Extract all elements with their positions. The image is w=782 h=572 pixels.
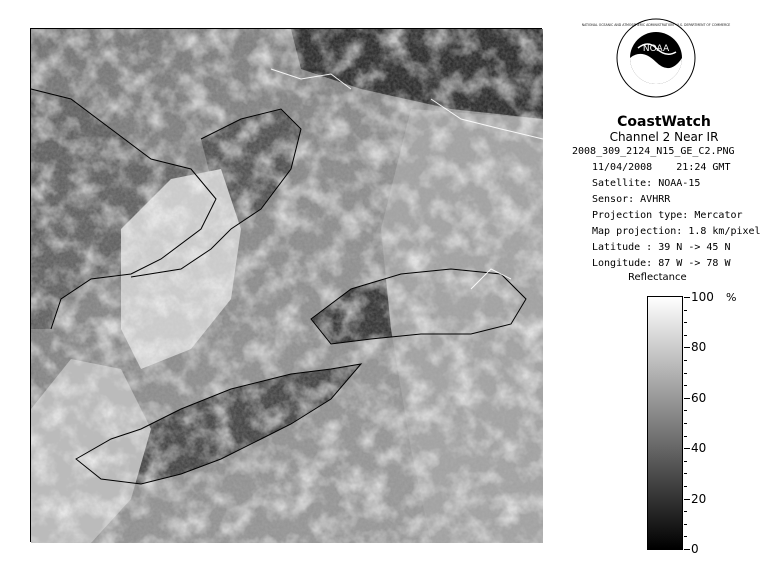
colorbar-tick-label: 60 [691, 390, 707, 405]
latitude-label: Latitude : 39 N -> 45 N [592, 242, 731, 253]
info-panel [556, 0, 772, 572]
channel-label: Channel 2 Near IR [609, 130, 719, 144]
legend-unit: % [726, 291, 737, 304]
colorbar-minor-tick [684, 473, 687, 474]
filename-label: 2008_309_2124_N15_GE_C2.PNG [572, 146, 735, 157]
sensor-label: Sensor: AVHRR [592, 194, 671, 205]
satellite-image [30, 28, 542, 542]
colorbar-minor-tick [684, 310, 687, 311]
noaa-logo [581, 18, 731, 98]
legend-title: Reflectance [628, 272, 687, 283]
logo-ring-text: NATIONAL OCEANIC AND ATMOSPHERIC ADMINISTRATION · U.S. DEPARTMENT OF COMMERCE [581, 23, 731, 27]
longitude-label: Longitude: 87 W -> 78 W [592, 258, 731, 269]
colorbar-major-tick [684, 499, 690, 500]
colorbar-minor-tick [684, 360, 687, 361]
colorbar-minor-tick [684, 410, 687, 411]
datetime-label: 11/04/2008 21:24 GMT [592, 162, 731, 173]
colorbar-major-tick [684, 448, 690, 449]
colorbar-minor-tick [684, 385, 687, 386]
colorbar-major-tick [684, 398, 690, 399]
satellite-label: Satellite: NOAA-15 [592, 178, 701, 189]
colorbar-tick-label: 100 [691, 290, 714, 304]
colorbar-minor-tick [684, 524, 687, 525]
satellite-image-canvas [31, 29, 543, 543]
colorbar-minor-tick [684, 322, 687, 323]
colorbar-minor-tick [684, 436, 687, 437]
colorbar-tick-label: 80 [691, 340, 707, 355]
colorbar-tick-label: 0 [691, 542, 699, 556]
colorbar-minor-tick [684, 373, 687, 374]
colorbar-minor-tick [684, 486, 687, 487]
colorbar-minor-tick [684, 536, 687, 537]
colorbar-minor-tick [684, 335, 687, 336]
reflectance-colorbar [647, 296, 683, 550]
colorbar-major-tick [684, 297, 690, 298]
logo-center-text: NOAA [642, 44, 670, 54]
projection-type-label: Projection type: Mercator [592, 210, 743, 221]
colorbar-minor-tick [684, 461, 687, 462]
colorbar-minor-tick [684, 511, 687, 512]
product-title: CoastWatch [617, 114, 711, 130]
map-projection-label: Map projection: 1.8 km/pixel [592, 226, 761, 237]
colorbar-major-tick [684, 347, 690, 348]
colorbar-major-tick [684, 549, 690, 550]
colorbar-tick-label: 20 [691, 491, 707, 506]
colorbar-minor-tick [684, 423, 687, 424]
colorbar-tick-label: 40 [691, 441, 707, 456]
